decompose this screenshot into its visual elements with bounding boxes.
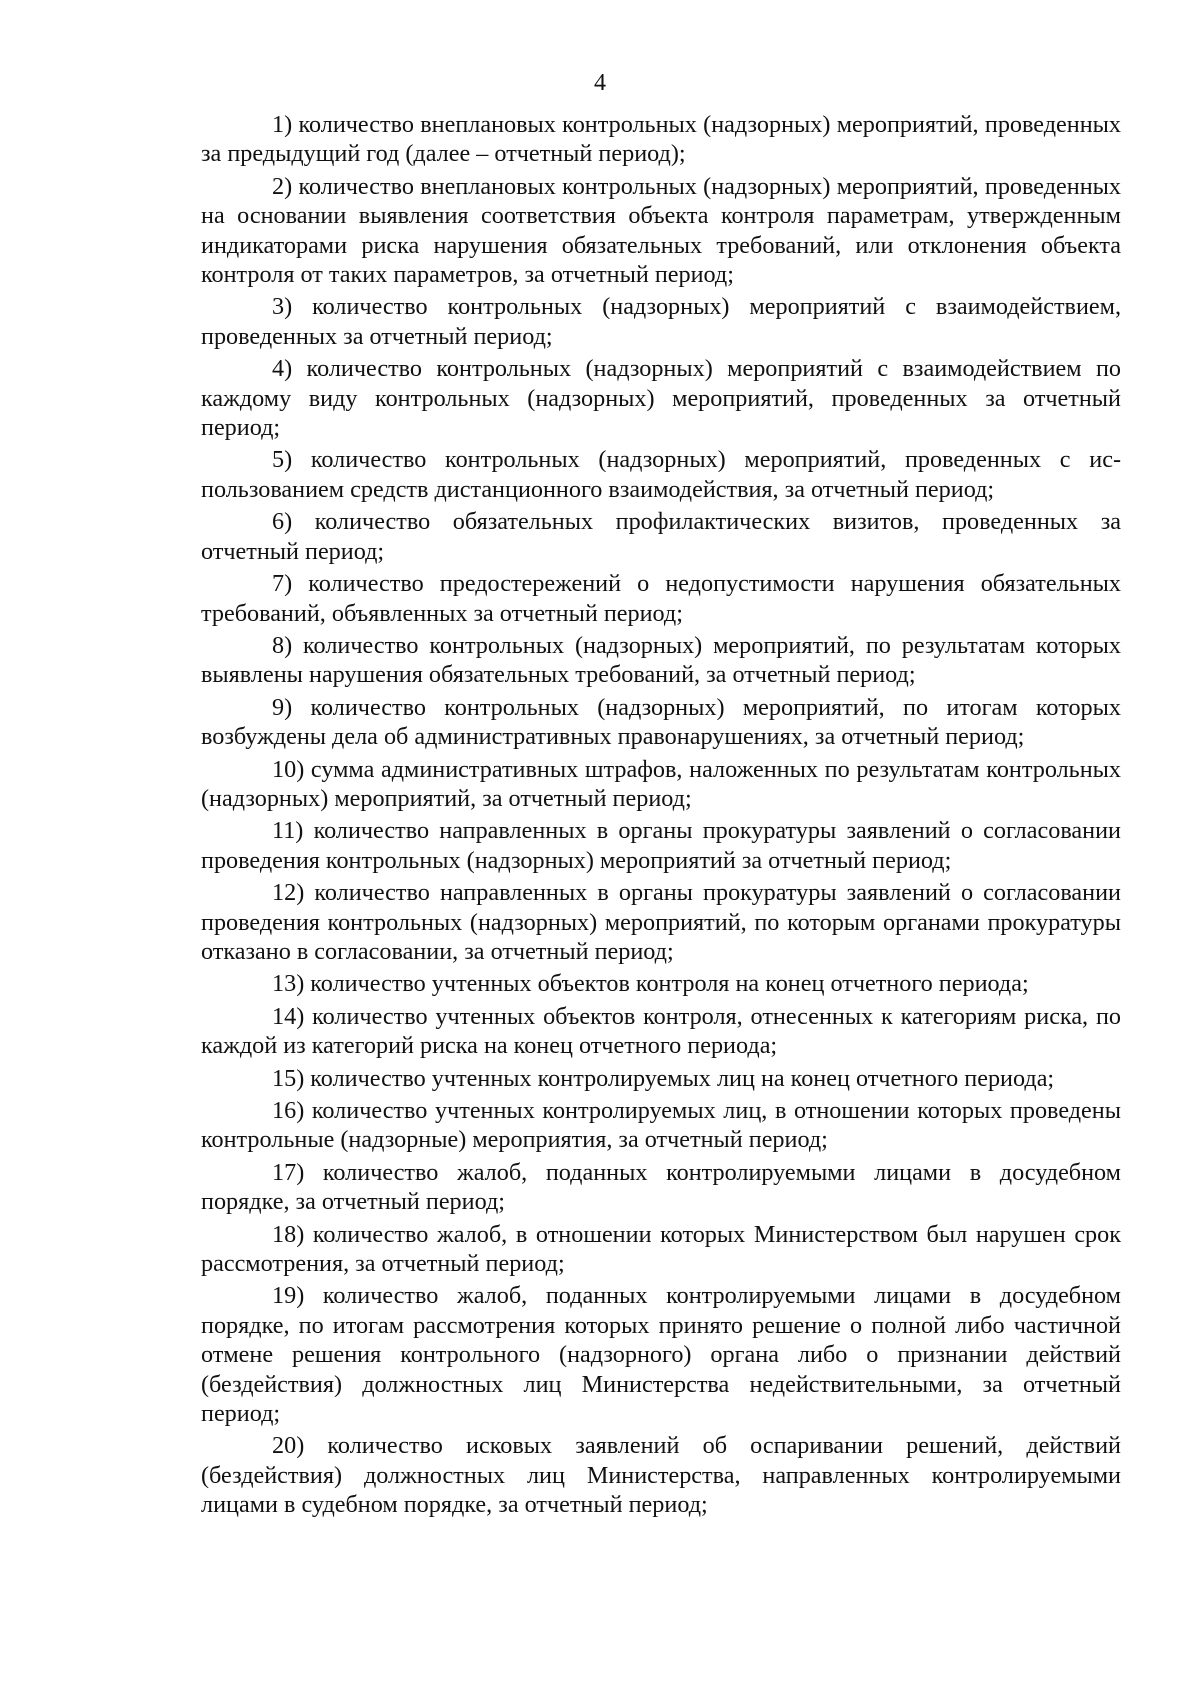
list-item-18: 18) количество жалоб, в отношении которых Министерством был нарушен срок рассмотрения, за отчетный период; (201, 1220, 1121, 1278)
page-number: 4 (594, 70, 606, 96)
list-item-19: 19) количество жалоб, поданных контролируемыми лицами в досудебном порядке, по итогам рассмотрения которых принято решение о полной либо частичной отмене решения контрольного (надзорного) органа либо о признании действий (бездействия) должностных лиц Министерства недействительными, за отчетный период; (201, 1282, 1121, 1428)
list-item-9: 9) количество контрольных (надзорных) мероприятий, по итогам которых возбуждены дела об административных правонарушениях, за отчетный период; (201, 693, 1121, 751)
list-item-13: 13) количество учтенных объектов контроля на конец отчетного периода; (272, 970, 1029, 998)
list-item-15: 15) количество учтенных контролируемых лиц на конец отчетного периода; (272, 1064, 1055, 1092)
list-item-10: 10) сумма административных штрафов, наложенных по результатам контрольных (надзорных) мероприятий, за отчетный период; (201, 755, 1121, 812)
list-item-5: 5) количество контрольных (надзорных) мероприятий, проведенных с использованием средств дистанционного взаимодействия, за отчетный период; (201, 446, 1121, 503)
list-item-17: 17) количество жалоб, поданных контролируемыми лицами в досудебном порядке, за отчетный период; (201, 1158, 1121, 1216)
list-item-8: 8) количество контрольных (надзорных) мероприятий, по результатам которых выявлены нарушения обязательных требований, за отчетный период; (201, 631, 1121, 689)
list-item-11: 11) количество направленных в органы прокуратуры заявлений о согласовании проведения контрольных (надзорных) мероприятий за отчетный период; (201, 817, 1121, 874)
list-item-12: 12) количество направленных в органы прокуратуры заявлений о согласовании проведения контрольных (надзорных) мероприятий, по которым органами прокуратуры отказано в согласовании, за отчетный период; (201, 879, 1121, 965)
list-item-20: 20) количество исковых заявлений об оспаривании решений, действий (бездействия) должностных лиц Министерства, направленных контролируемыми лицами в судебном порядке, за отчетный период; (201, 1432, 1121, 1519)
list-item-16: 16) количество учтенных контролируемых лиц, в отношении которых проведены контрольные (надзорные) мероприятия, за отчетный период; (201, 1097, 1121, 1154)
list-item-7: 7) количество предостережений о недопустимости нарушения обязательных требований, объявленных за отчетный период; (201, 570, 1121, 627)
list-item-14: 14) количество учтенных объектов контроля, отнесенных к категориям риска, по каждой из категорий риска на конец отчетного периода; (201, 1002, 1121, 1060)
list-item-1: 1) количество внеплановых контрольных (надзорных) мероприятий, проведенных за предыдущий год (далее – отчетный период); (201, 111, 1121, 168)
list-item-4: 4) количество контрольных (надзорных) мероприятий с взаимодействием по каждому виду контрольных (надзорных) мероприятий, проведенных за отчетный период; (201, 355, 1121, 442)
list-item-2: 2) количество внеплановых контрольных (надзорных) мероприятий, проведенных на основании выявления соответствия объекта контроля параметрам, утвержденным индикаторами риска нарушения обязательных требований, или отклонения объекта контроля от таких параметров, за отчетный период; (201, 172, 1121, 289)
list-item-6: 6) количество обязательных профилактических визитов, проведенных за отчетный период; (201, 508, 1121, 565)
document-body (201, 110, 1121, 1523)
list-item-3: 3) количество контрольных (надзорных) мероприятий с взаимодействием, проведенных за отчетный период; (201, 293, 1121, 350)
